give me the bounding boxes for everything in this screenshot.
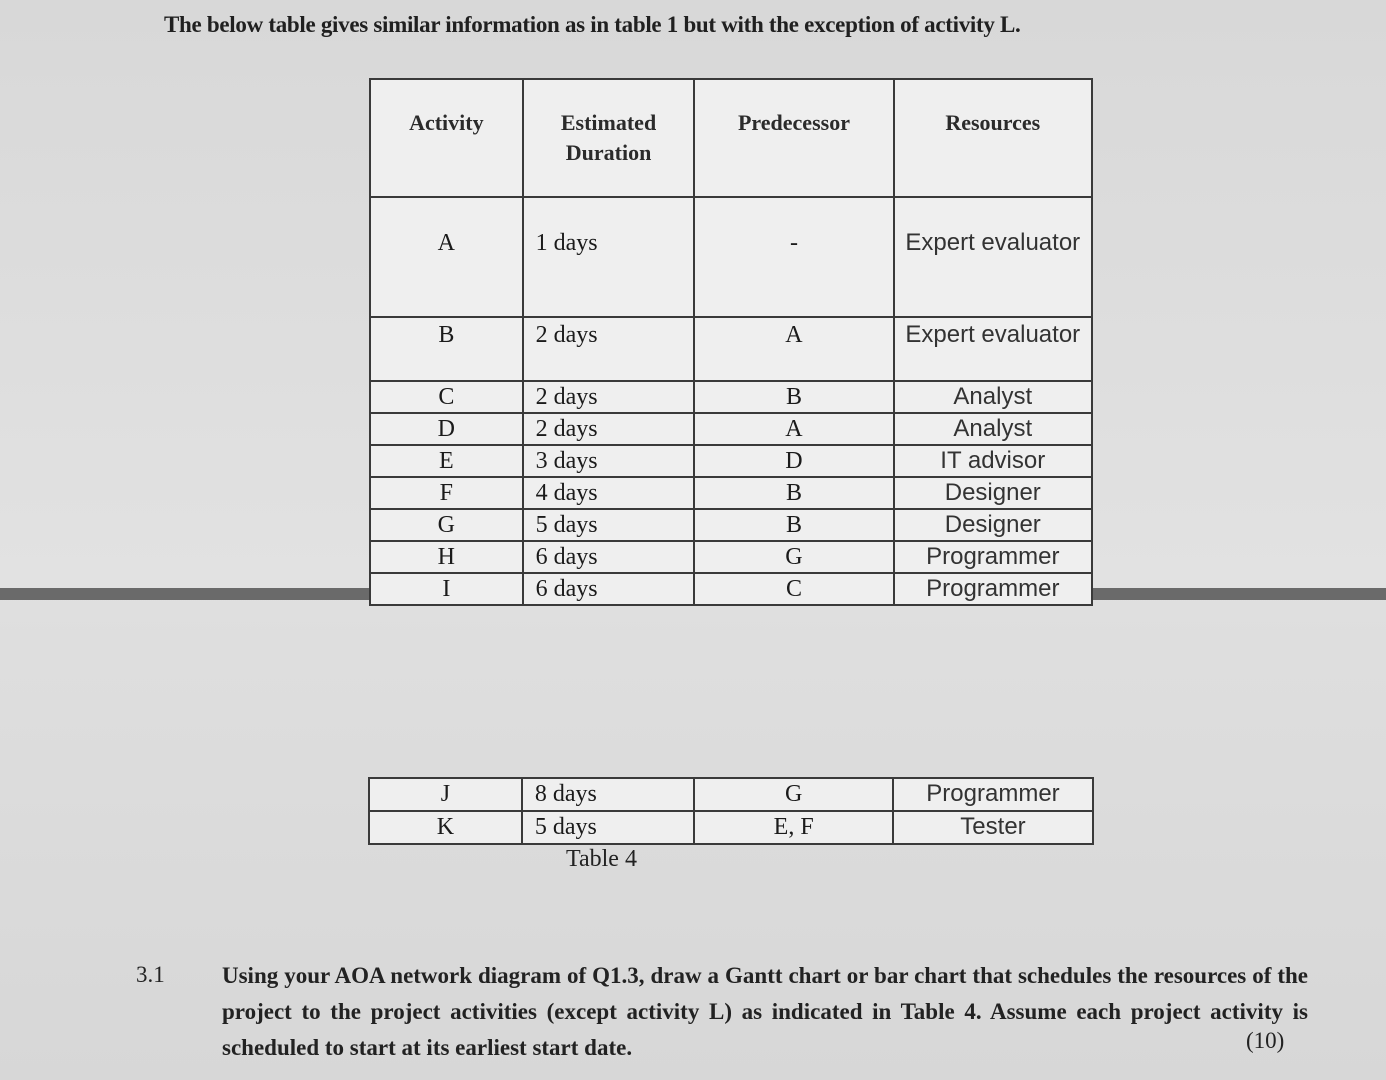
- cell-duration: 2 days: [523, 413, 695, 445]
- table-caption: Table 4: [566, 846, 637, 872]
- header-activity: Activity: [370, 79, 523, 197]
- header-predecessor: Predecessor: [694, 79, 893, 197]
- activity-table-continued: [368, 777, 1094, 845]
- cell-duration: 4 days: [523, 477, 695, 509]
- cell-resources: Designer: [894, 509, 1092, 541]
- cell-predecessor: A: [694, 317, 893, 381]
- cell-duration: 6 days: [523, 541, 695, 573]
- cell-predecessor: A: [694, 413, 893, 445]
- cell-resources: Programmer: [894, 541, 1092, 573]
- cell-predecessor: B: [694, 509, 893, 541]
- question-text: Using your AOA network diagram of Q1.3, draw a Gantt chart or bar chart that schedules the resources of the project to the project activities (except activity L) as indicated in Table 4. Assume each project activity is scheduled to start at its earliest start date.: [222, 963, 1308, 1060]
- cell-resources: IT advisor: [894, 445, 1092, 477]
- table-row: [370, 445, 1092, 477]
- header-resources: Resources: [894, 79, 1092, 197]
- table-row: [370, 573, 1092, 605]
- cell-activity: B: [370, 317, 523, 381]
- question-number: 3.1: [136, 962, 165, 987]
- cell-resources: Expert evaluator: [894, 197, 1092, 317]
- table-row: [370, 477, 1092, 509]
- cell-resources: Tester: [893, 811, 1093, 844]
- cell-predecessor: C: [694, 573, 893, 605]
- table-row: [369, 811, 1093, 844]
- cell-predecessor: G: [694, 541, 893, 573]
- table-row: [370, 413, 1092, 445]
- cell-predecessor: -: [694, 197, 893, 317]
- table-row: [370, 381, 1092, 413]
- cell-predecessor: B: [694, 381, 893, 413]
- header-duration: Estimated Duration: [523, 79, 695, 197]
- cell-activity: A: [370, 197, 523, 317]
- cell-resources: Programmer: [894, 573, 1092, 605]
- cell-activity: G: [370, 509, 523, 541]
- cell-duration: 8 days: [522, 778, 694, 811]
- question-marks: (10): [1246, 1028, 1285, 1053]
- cell-resources: Expert evaluator: [894, 317, 1092, 381]
- cell-activity: E: [370, 445, 523, 477]
- activity-table: [369, 78, 1093, 606]
- cell-duration: 5 days: [523, 509, 695, 541]
- cell-duration: 3 days: [523, 445, 695, 477]
- cell-predecessor: D: [694, 445, 893, 477]
- intro-text: The below table gives similar information as in table 1 but with the exception of activity L.: [164, 12, 1021, 37]
- table-row: [369, 778, 1093, 811]
- cell-activity: K: [369, 811, 522, 844]
- cell-resources: Designer: [894, 477, 1092, 509]
- cell-predecessor: B: [694, 477, 893, 509]
- cell-duration: 1 days: [523, 197, 695, 317]
- cell-duration: 2 days: [523, 381, 695, 413]
- table-row: [370, 317, 1092, 381]
- cell-duration: 6 days: [523, 573, 695, 605]
- table-row: [370, 197, 1092, 317]
- cell-duration: 5 days: [522, 811, 694, 844]
- table-row: [370, 509, 1092, 541]
- cell-activity: I: [370, 573, 523, 605]
- cell-activity: H: [370, 541, 523, 573]
- cell-resources: Programmer: [893, 778, 1093, 811]
- table-header-row: [370, 79, 1092, 197]
- table-row: [370, 541, 1092, 573]
- cell-predecessor: G: [694, 778, 893, 811]
- cell-predecessor: E, F: [694, 811, 893, 844]
- cell-resources: Analyst: [894, 381, 1092, 413]
- cell-activity: J: [369, 778, 522, 811]
- cell-activity: F: [370, 477, 523, 509]
- cell-duration: 2 days: [523, 317, 695, 381]
- cell-activity: C: [370, 381, 523, 413]
- cell-resources: Analyst: [894, 413, 1092, 445]
- cell-activity: D: [370, 413, 523, 445]
